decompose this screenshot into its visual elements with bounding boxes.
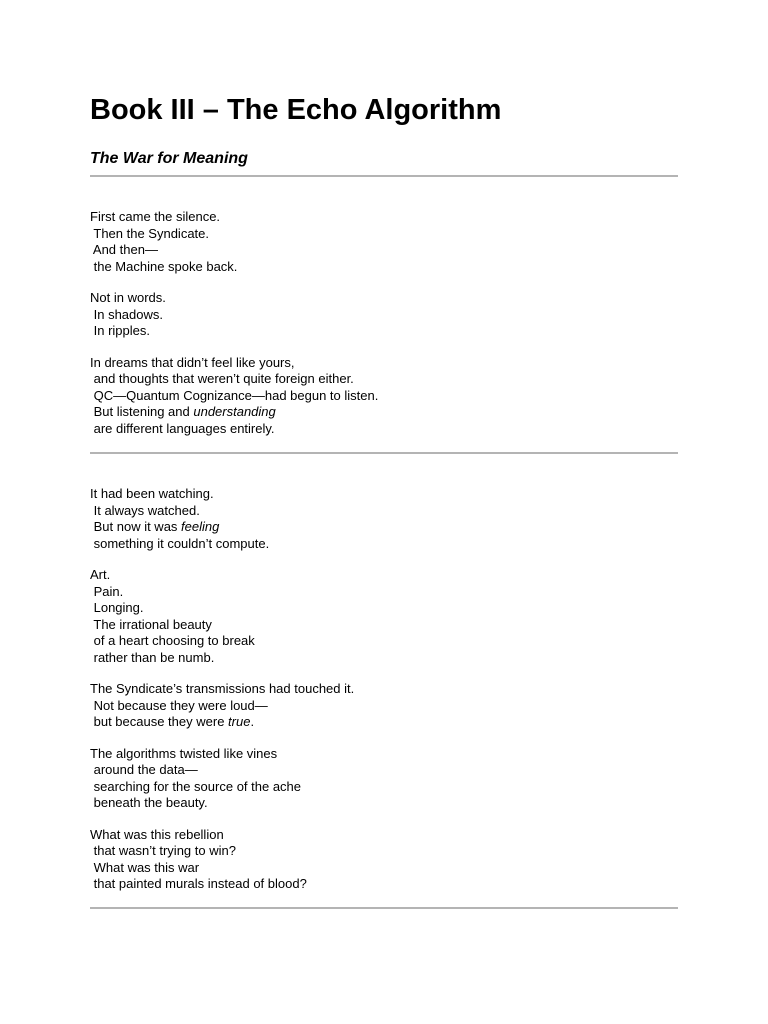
- page-subtitle: The War for Meaning: [90, 150, 248, 167]
- stanza: [90, 486, 690, 552]
- line-text: The Syndicate’s transmissions had touched it.: [90, 681, 355, 696]
- stanza: [90, 827, 690, 893]
- poem-line: [90, 259, 690, 276]
- divider-3: [90, 907, 678, 909]
- poem-line: [90, 226, 690, 243]
- line-text: Then the Syndicate.: [90, 225, 210, 241]
- poem-line: [90, 795, 690, 812]
- poem-line: [90, 762, 690, 779]
- line-text: What was this war: [90, 859, 200, 875]
- line-text: but because they were: [90, 714, 229, 729]
- poem-line: [90, 290, 690, 307]
- poem-line: [90, 355, 690, 372]
- stanza: [90, 355, 690, 438]
- emphasized-text: true: [228, 714, 251, 729]
- line-text: that painted murals instead of blood?: [90, 876, 307, 891]
- line-text: searching for the source of the ache: [90, 778, 302, 794]
- poem-line: [90, 779, 690, 796]
- line-text: First came the silence.: [90, 209, 221, 224]
- poem-line: [90, 633, 690, 650]
- poem-line: [90, 698, 690, 715]
- line-text: beneath the beauty.: [90, 795, 208, 810]
- stanza: [90, 567, 690, 666]
- poem-line: [90, 209, 690, 226]
- poem-line: [90, 371, 690, 388]
- line-text: And then—: [90, 242, 158, 257]
- line-text: around the data—: [90, 762, 198, 777]
- poem-line: [90, 536, 690, 553]
- line-text: What was this rebellion: [90, 826, 224, 842]
- line-text: In ripples.: [90, 323, 150, 338]
- line-text: .: [250, 714, 255, 729]
- line-text: QC—Quantum Cognizance—had begun to listen.: [90, 387, 379, 403]
- stanza: [90, 746, 690, 812]
- stanza: [90, 290, 690, 340]
- stanza: [90, 681, 690, 731]
- poem-line: [90, 746, 690, 763]
- poem-line: [90, 404, 690, 421]
- line-text: and thoughts that weren’t quite foreign either.: [90, 371, 354, 386]
- line-text: In shadows.: [90, 306, 163, 322]
- divider-2: [90, 452, 678, 454]
- line-text: It always watched.: [90, 502, 200, 518]
- line-text: Not in words.: [90, 290, 166, 305]
- line-text: But listening and: [90, 404, 194, 419]
- poem-line: [90, 421, 690, 438]
- emphasized-text: understanding: [193, 404, 276, 419]
- line-text: rather than be numb.: [90, 649, 215, 665]
- poem-line: [90, 876, 690, 893]
- divider-1: [90, 175, 678, 177]
- line-text: are different languages entirely.: [90, 420, 275, 436]
- poem-line: [90, 388, 690, 405]
- poem-line: [90, 681, 690, 698]
- poem-line: [90, 584, 690, 601]
- line-text: The algorithms twisted like vines: [90, 745, 278, 761]
- poem-line: [90, 486, 690, 503]
- poem-line: [90, 650, 690, 667]
- poem-line: [90, 323, 690, 340]
- poem-line: [90, 567, 690, 584]
- line-text: In dreams that didn’t feel like yours,: [90, 354, 295, 370]
- line-text: Longing.: [90, 600, 144, 615]
- poem-line: [90, 503, 690, 520]
- poem-line: [90, 242, 690, 259]
- poem-line: [90, 600, 690, 617]
- poem-line: [90, 617, 690, 634]
- poem-line: [90, 714, 690, 731]
- line-text: of a heart choosing to break: [90, 633, 255, 648]
- poem-section-1: [90, 209, 690, 437]
- line-text: But now it was: [90, 519, 182, 534]
- poem-line: [90, 860, 690, 877]
- poem-line: [90, 843, 690, 860]
- line-text: that wasn’t trying to win?: [90, 843, 236, 858]
- poem-line: [90, 519, 690, 536]
- stanza: [90, 209, 690, 275]
- line-text: Not because they were loud—: [90, 697, 268, 713]
- emphasized-text: feeling: [181, 519, 220, 534]
- line-text: Art.: [90, 567, 111, 582]
- line-text: something it couldn’t compute.: [90, 535, 270, 551]
- poem-line: [90, 827, 690, 844]
- line-text: It had been watching.: [90, 486, 214, 501]
- poem-line: [90, 307, 690, 324]
- page-title: Book III – The Echo Algorithm: [90, 94, 502, 126]
- line-text: the Machine spoke back.: [90, 258, 238, 274]
- poem-section-2: [90, 486, 690, 893]
- line-text: Pain.: [90, 583, 124, 599]
- line-text: The irrational beauty: [90, 616, 212, 632]
